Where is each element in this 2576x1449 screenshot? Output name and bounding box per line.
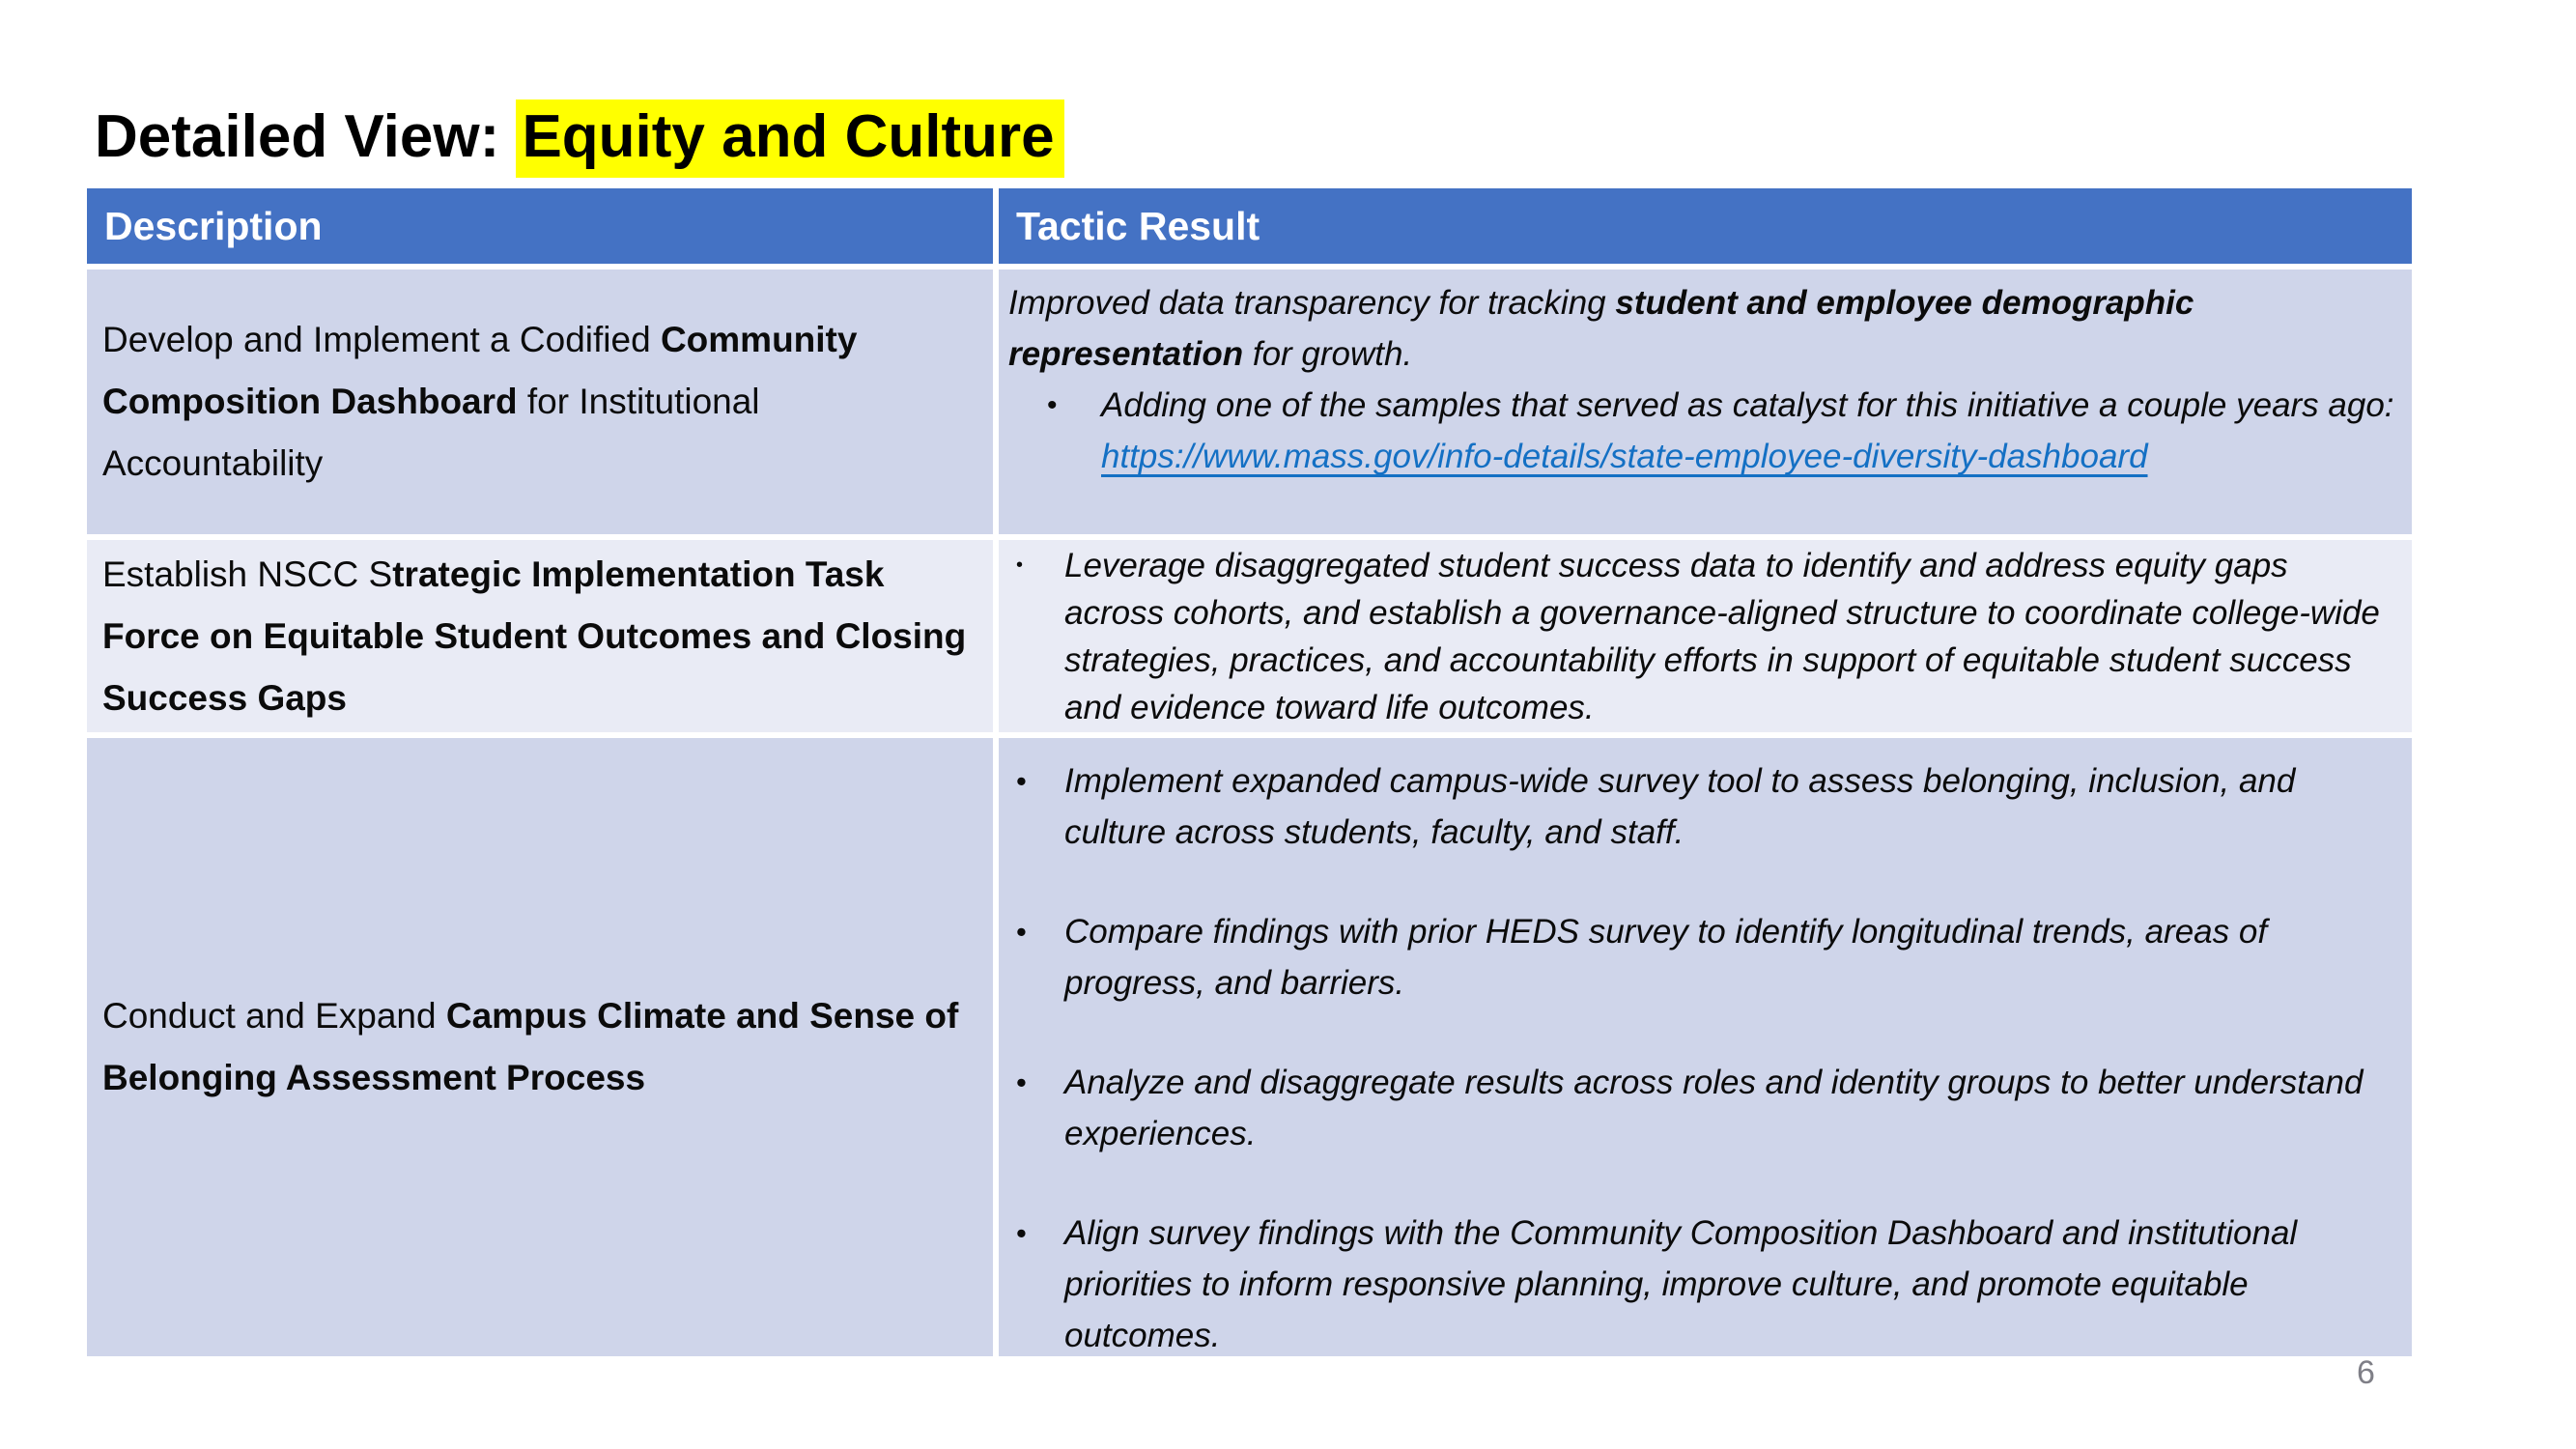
table-row — [87, 270, 2412, 534]
description-text — [102, 309, 979, 495]
bullet-icon: • — [1047, 389, 1058, 421]
description-text-regular: Develop and Implement a Codified — [102, 320, 661, 359]
list-item — [1008, 755, 2396, 858]
bullet-text: Compare findings with prior HEDS survey to identify longitudinal trends, areas of progress, and barriers. — [1064, 913, 2268, 1002]
tactic-intro-paragraph — [1008, 277, 2396, 380]
description-text-regular: Establish NSCC S — [102, 554, 393, 594]
list-item — [1008, 542, 2396, 731]
table-header-row — [87, 188, 2412, 264]
diversity-dashboard-link[interactable]: https://www.mass.gov/info-details/state-employee-diversity-dashboard — [1101, 438, 2148, 475]
description-text-bold: Campus Climate and Sense of Belonging Assessment Process — [102, 996, 959, 1097]
description-text-regular: Conduct and Expand — [102, 996, 446, 1036]
bullet-text: Implement expanded campus-wide survey tool to assess belonging, inclusion, and culture across students, faculty, and staff. — [1064, 762, 2296, 851]
bullet-text: Align survey findings with the Community Composition Dashboard and institutional priorities to inform responsive planning, improve culture, and promote equitable outcomes. — [1064, 1214, 2298, 1354]
column-header-tactic-result: Tactic Result — [999, 188, 2412, 264]
description-text-regular-2: for Institutional Accountability — [102, 382, 760, 483]
list-item — [1008, 1208, 2396, 1361]
tactic-intro-regular: Improved data transparency for tracking — [1008, 284, 1616, 322]
tactic-cell-row-1 — [999, 270, 2412, 534]
list-item — [1008, 1057, 2396, 1159]
page-title — [95, 99, 1064, 176]
tactic-intro-regular-2: for growth. — [1243, 335, 1413, 373]
bullet-text-regular: Adding one of the samples that served as catalyst for this initiative a couple years ago: — [1101, 386, 2394, 424]
bullet-text: Leverage disaggregated student success data to identify and address equity gaps across cohorts, and establish a governance-aligned structure to coordinate college-wide strategies, practices, and accountability efforts in support of equitable student success and evidence toward life outcomes. — [1064, 547, 2380, 726]
description-text — [102, 544, 979, 729]
bullet-icon: • — [1016, 764, 1027, 798]
tactic-cell-row-2 — [999, 540, 2412, 732]
bullet-icon: • — [1016, 1065, 1027, 1099]
column-header-description: Description — [87, 188, 993, 264]
description-text — [102, 985, 979, 1109]
bullet-icon: • — [1016, 554, 1024, 576]
table-row — [87, 540, 2412, 732]
list-item — [1008, 906, 2396, 1009]
bullet-icon: • — [1016, 1216, 1027, 1250]
list-item — [1008, 380, 2396, 482]
description-text-bold: trategic Implementation Task Force on Equitable Student Outcomes and Closing Success Gaps — [102, 554, 967, 718]
detail-table — [87, 188, 2412, 1356]
bullet-text — [1101, 380, 2396, 482]
bullet-text: Analyze and disaggregate results across roles and identity groups to better understand experiences. — [1064, 1064, 2364, 1152]
tactic-cell-row-3 — [999, 738, 2412, 1356]
description-cell-row-2 — [87, 540, 993, 732]
page-title-highlight: Equity and Culture — [516, 99, 1063, 178]
description-cell-row-1 — [87, 270, 993, 534]
tactic-intro-bold: student and employee demographic representation — [1008, 284, 2194, 373]
bullet-icon: • — [1016, 915, 1027, 949]
page-title-prefix: Detailed View: — [95, 103, 517, 170]
description-cell-row-3 — [87, 738, 993, 1356]
table-row — [87, 738, 2412, 1356]
description-text-bold: Community Composition Dashboard — [102, 320, 858, 421]
page-number: 6 — [2357, 1354, 2375, 1391]
